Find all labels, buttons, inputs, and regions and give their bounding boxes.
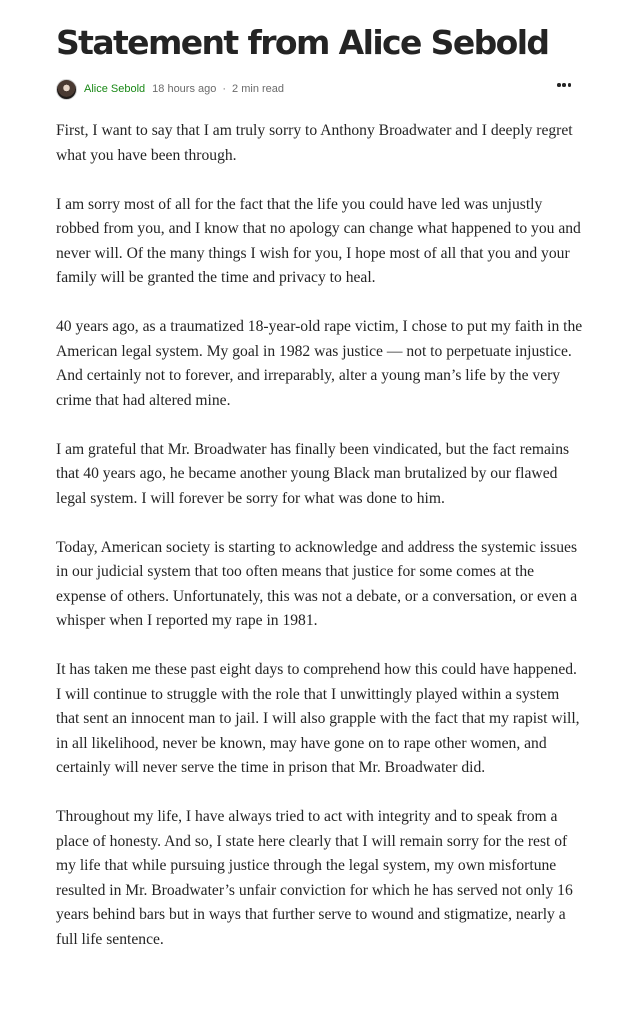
author-avatar[interactable] xyxy=(56,79,77,100)
more-dot xyxy=(568,83,572,87)
paragraph: 40 years ago, as a traumatized 18-year-old rape victim, I chose to put my faith in the American legal system. My goal in 1982 was justice — not to perpetuate injustice. And certainly not to forever, and irreparably, alter a young man’s life by the very crime that had altered mine. xyxy=(56,318,583,409)
paragraph: It has taken me these past eight days to comprehend how this could have happened. I will continue to struggle with the role that I unwittingly played within a system that sent an innocent man to jail. I will also grapple with the fact that my rapist will, in all likelihood, never be known, may have gone on to rape other women, and certainly will never serve the time in prison that Mr. Broadwater did. xyxy=(56,661,580,776)
byline xyxy=(56,78,586,100)
paragraph: First, I want to say that I am truly sorry to Anthony Broadwater and I deeply regret what you have been through. xyxy=(56,122,573,164)
paragraph: Today, American society is starting to acknowledge and address the systemic issues in our judicial system that too often means that justice for some comes at the expense of others. Unfortunately, this was not a debate, or a conversation, or even a whisper when I reported my rape in 1981. xyxy=(56,538,578,629)
paragraph: I am sorry most of all for the fact that the life you could have led was unjustly robbed from you, and I know that no apology can change what happened to you and never will. Of the many things I wish for you, I hope most of all that you and your family will be granted the time and privacy to heal. xyxy=(56,195,581,286)
author-link[interactable]: Alice Sebold xyxy=(84,83,146,95)
article-title: Statement from Alice Sebold xyxy=(56,23,549,62)
read-time: 2 min read xyxy=(232,83,285,95)
article-body xyxy=(56,119,586,952)
article xyxy=(56,22,586,977)
paragraph: I am grateful that Mr. Broadwater has finally been vindicated, but the fact remains that 40 years ago, he became another young Black man brutalized by our flawed legal system. I will forever be sorry for what was done to him. xyxy=(56,440,570,507)
more-dot xyxy=(557,83,561,87)
paragraph: Throughout my life, I have always tried to act with integrity and to speak from a place of honesty. And so, I state here clearly that I will remain sorry for the rest of my life that while pursuing justice through the legal system, my own misfortune resulted in Mr. Broadwater’s unfair conviction for which he has served not only 16 years behind bars but in ways that further serve to wound and stigmatize, nearly a full life sentence. xyxy=(56,808,573,948)
more-dot xyxy=(562,83,566,87)
meta-separator: · xyxy=(222,83,227,95)
more-options-icon[interactable] xyxy=(557,83,571,87)
publish-time: 18 hours ago xyxy=(152,83,217,95)
